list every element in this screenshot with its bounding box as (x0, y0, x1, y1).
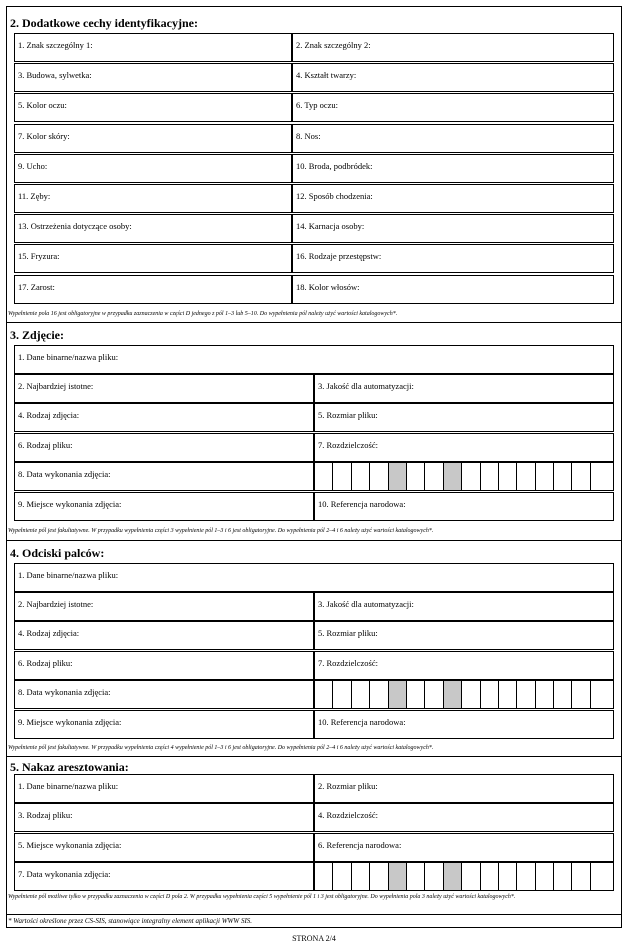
date-digit-box[interactable] (480, 680, 499, 709)
date-digit-box[interactable] (369, 680, 388, 709)
date-digit-box[interactable] (553, 862, 572, 891)
field-s2-right-6[interactable]: 14. Karnacja osoby: (292, 214, 614, 243)
field-section4-right-4[interactable]: 10. Referencja narodowa: (314, 710, 614, 739)
divider (7, 756, 621, 757)
date-digit-box[interactable] (314, 680, 333, 709)
field-s2-right-8[interactable]: 18. Kolor włosów: (292, 275, 614, 304)
date-digit-box[interactable] (553, 462, 572, 491)
date-digit-box[interactable] (498, 862, 517, 891)
date-digit-box[interactable] (314, 862, 333, 891)
date-digit-box[interactable] (498, 462, 517, 491)
field-s5-right-1[interactable]: 4. Rozdzielczość: (314, 803, 614, 832)
field-section4-left-1[interactable]: 4. Rodzaj zdjęcia: (14, 621, 314, 650)
field-section4-left-0[interactable]: 2. Najbardziej istotne: (14, 592, 314, 621)
field-section3-binary[interactable]: 1. Dane binarne/nazwa pliku: (14, 345, 614, 374)
footnote: * Wartości określone przez CS-SIS, stanowiące integralny element aplikacji WWW SIS. (8, 917, 253, 925)
section-3-note: Wypełnienie pól jest fakultatywne. W przypadku wypełnienia części 3 wypełnienie pól 1–3 i 6 jest obligatoryjne. Do wypełnienia pól 2–4 i 6 należy użyć wartości katalogowych*. (8, 528, 434, 534)
field-section4-left-2[interactable]: 6. Rodzaj pliku: (14, 651, 314, 680)
date-digit-box[interactable] (553, 680, 572, 709)
field-s2-left-1[interactable]: 3. Budowa, sylwetka: (14, 63, 292, 92)
field-section4-left-3[interactable]: 8. Data wykonania zdjęcia: (14, 680, 314, 709)
field-s2-right-3[interactable]: 8. Nos: (292, 124, 614, 153)
date-digit-box[interactable] (461, 680, 480, 709)
date-digit-box[interactable] (535, 680, 554, 709)
field-section3-left-1[interactable]: 4. Rodzaj zdjęcia: (14, 403, 314, 432)
section-2-title: 2. Dodatkowe cechy identyfikacyjne: (10, 16, 198, 30)
field-s2-left-6[interactable]: 13. Ostrzeżenia dotyczące osoby: (14, 214, 292, 243)
field-section3-right-0[interactable]: 3. Jakość dla automatyzacji: (314, 374, 614, 403)
section-2-note: Wypełnienie pola 16 jest obligatoryjne w przypadku zaznaczenia w części D jednego z pól 1–3 lub 5–10. Do wypełnienia pól należy użyć wartości katalogowych*. (8, 311, 398, 317)
field-s2-right-7[interactable]: 16. Rodzaje przestępstw: (292, 244, 614, 273)
date-digit-box[interactable] (461, 462, 480, 491)
field-section3-right-4[interactable]: 10. Referencja narodowa: (314, 492, 614, 521)
date-digit-box[interactable] (535, 462, 554, 491)
date-digit-box[interactable] (314, 462, 333, 491)
date-digit-box[interactable] (351, 462, 370, 491)
field-s2-left-0[interactable]: 1. Znak szczególny 1: (14, 33, 292, 62)
field-section4-left-4[interactable]: 9. Miejsce wykonania zdjęcia: (14, 710, 314, 739)
section-4-title: 4. Odciski palców: (10, 546, 105, 560)
date-digit-box[interactable] (388, 680, 407, 709)
field-section3-right-2[interactable]: 7. Rozdzielczość: (314, 433, 614, 462)
date-digit-box[interactable] (406, 462, 425, 491)
divider (7, 540, 621, 541)
field-s2-right-0[interactable]: 2. Znak szczególny 2: (292, 33, 614, 62)
field-s2-left-3[interactable]: 7. Kolor skóry: (14, 124, 292, 153)
date-digit-box[interactable] (388, 462, 407, 491)
date-boxes (314, 862, 590, 891)
date-digit-box[interactable] (535, 862, 554, 891)
divider (7, 914, 621, 915)
date-digit-box[interactable] (351, 862, 370, 891)
field-s5-right-0[interactable]: 2. Rozmiar pliku: (314, 774, 614, 803)
divider (7, 322, 621, 323)
date-digit-box[interactable] (424, 680, 443, 709)
date-digit-box[interactable] (332, 462, 351, 491)
date-digit-box[interactable] (406, 680, 425, 709)
date-digit-box[interactable] (443, 680, 462, 709)
date-digit-box[interactable] (571, 680, 590, 709)
field-s5-left-3[interactable]: 7. Data wykonania zdjęcia: (14, 862, 314, 891)
section-5-note: Wypełnienie pól możliwe tylko w przypadku zaznaczenia w części D pola 2. W przypadku wypełnienia części 5 wypełnienie pól 1 i 3 jest obligatoryjne. Do wypełnienia pola 3 należy użyć wartości katalogowych*. (8, 894, 516, 900)
date-boxes (314, 462, 590, 491)
date-digit-box[interactable] (480, 862, 499, 891)
field-s2-left-4[interactable]: 9. Ucho: (14, 154, 292, 183)
date-digit-box[interactable] (332, 862, 351, 891)
date-digit-box[interactable] (571, 862, 590, 891)
field-section4-binary[interactable]: 1. Dane binarne/nazwa pliku: (14, 563, 614, 592)
field-s2-right-1[interactable]: 4. Kształt twarzy: (292, 63, 614, 92)
date-digit-box[interactable] (498, 680, 517, 709)
field-section3-left-4[interactable]: 9. Miejsce wykonania zdjęcia: (14, 492, 314, 521)
field-section3-right-1[interactable]: 5. Rozmiar pliku: (314, 403, 614, 432)
field-section3-left-3[interactable]: 8. Data wykonania zdjęcia: (14, 462, 314, 491)
date-digit-box[interactable] (369, 862, 388, 891)
date-digit-box[interactable] (351, 680, 370, 709)
date-digit-box[interactable] (406, 862, 425, 891)
field-section4-right-2[interactable]: 7. Rozdzielczość: (314, 651, 614, 680)
date-digit-box[interactable] (424, 862, 443, 891)
section-5-title: 5. Nakaz aresztowania: (10, 760, 129, 774)
date-digit-box[interactable] (369, 462, 388, 491)
date-digit-box[interactable] (443, 862, 462, 891)
date-digit-box[interactable] (424, 462, 443, 491)
date-digit-box[interactable] (571, 462, 590, 491)
page-label: STRONA 2/4 (292, 934, 336, 943)
field-s5-left-0[interactable]: 1. Dane binarne/nazwa pliku: (14, 774, 314, 803)
date-digit-box[interactable] (480, 462, 499, 491)
date-digit-box[interactable] (516, 462, 535, 491)
section-3-title: 3. Zdjęcie: (10, 328, 64, 342)
field-section4-right-0[interactable]: 3. Jakość dla automatyzacji: (314, 592, 614, 621)
date-boxes (314, 680, 590, 709)
date-digit-box[interactable] (516, 680, 535, 709)
field-section3-left-2[interactable]: 6. Rodzaj pliku: (14, 433, 314, 462)
field-s5-left-2[interactable]: 5. Miejsce wykonania zdjęcia: (14, 833, 314, 862)
field-s2-right-4[interactable]: 10. Broda, podbródek: (292, 154, 614, 183)
date-digit-box[interactable] (461, 862, 480, 891)
date-digit-box[interactable] (332, 680, 351, 709)
date-digit-box[interactable] (388, 862, 407, 891)
field-section4-right-1[interactable]: 5. Rozmiar pliku: (314, 621, 614, 650)
field-s5-left-1[interactable]: 3. Rodzaj pliku: (14, 803, 314, 832)
field-s5-right-2[interactable]: 6. Referencja narodowa: (314, 833, 614, 862)
field-s2-right-5[interactable]: 12. Sposób chodzenia: (292, 184, 614, 213)
field-s2-left-5[interactable]: 11. Zęby: (14, 184, 292, 213)
field-s2-left-8[interactable]: 17. Zarost: (14, 275, 292, 304)
field-s2-left-7[interactable]: 15. Fryzura: (14, 244, 292, 273)
field-s2-right-2[interactable]: 6. Typ oczu: (292, 93, 614, 122)
field-s2-left-2[interactable]: 5. Kolor oczu: (14, 93, 292, 122)
section-4-note: Wypełnienie pól jest fakultatywne. W przypadku wypełnienia części 4 wypełnienie pól 1–3 i 6 jest obligatoryjne. Do wypełnienia pól 2–4 i 6 należy użyć wartości katalogowych*. (8, 745, 434, 751)
date-digit-box[interactable] (516, 862, 535, 891)
date-digit-box[interactable] (443, 462, 462, 491)
field-section3-left-0[interactable]: 2. Najbardziej istotne: (14, 374, 314, 403)
